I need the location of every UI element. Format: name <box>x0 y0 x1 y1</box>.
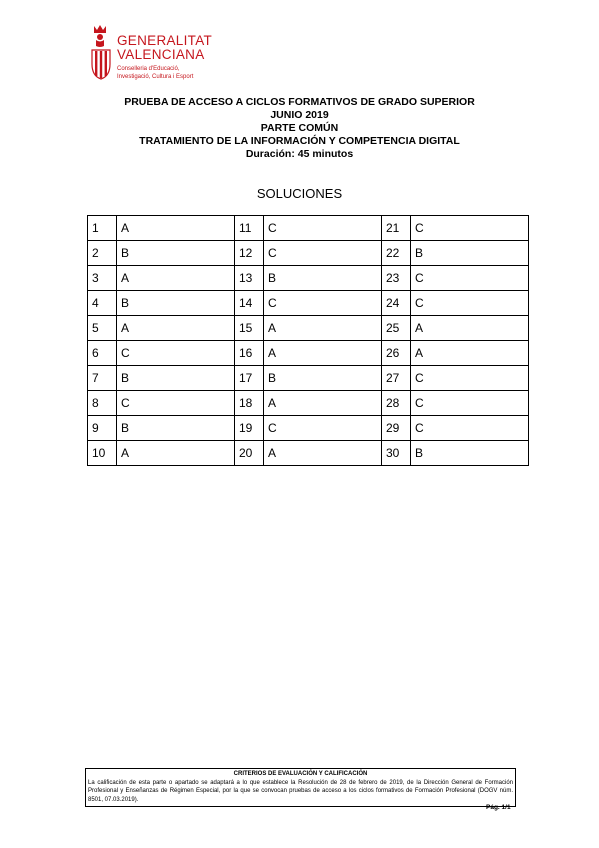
answer-letter: B <box>411 241 529 266</box>
answer-letter: A <box>117 216 235 241</box>
question-number: 12 <box>235 241 264 266</box>
question-number: 28 <box>382 391 411 416</box>
exam-header <box>0 96 599 161</box>
generalitat-logo <box>90 24 220 82</box>
answer-letter: C <box>264 216 382 241</box>
answer-letter: C <box>411 416 529 441</box>
answer-letter: C <box>264 241 382 266</box>
question-number: 20 <box>235 441 264 466</box>
question-number: 17 <box>235 366 264 391</box>
header-line2: JUNIO 2019 <box>270 109 329 121</box>
answer-letter: C <box>411 266 529 291</box>
answer-letter: C <box>264 291 382 316</box>
coat-of-arms-icon <box>90 24 112 80</box>
question-number: 10 <box>88 441 117 466</box>
logo-name-line1: GENERALITAT <box>117 33 213 48</box>
question-number: 3 <box>88 266 117 291</box>
solutions-title: SOLUCIONES <box>256 186 343 201</box>
question-number: 18 <box>235 391 264 416</box>
answer-letter: A <box>117 316 235 341</box>
question-number: 25 <box>382 316 411 341</box>
logo-subtitle <box>117 65 193 81</box>
answer-letter: B <box>264 366 382 391</box>
logo-sub-line2: Investigació, Cultura i Esport <box>117 74 194 80</box>
answer-letter: C <box>411 391 529 416</box>
table-row <box>88 341 529 366</box>
table-row <box>88 416 529 441</box>
question-number: 11 <box>235 216 264 241</box>
question-number: 14 <box>235 291 264 316</box>
question-number: 2 <box>88 241 117 266</box>
question-number: 9 <box>88 416 117 441</box>
header-line5: Duración: 45 minutos <box>245 148 354 160</box>
answer-letter: A <box>264 316 382 341</box>
answer-letter: A <box>117 441 235 466</box>
answer-letter: C <box>117 341 235 366</box>
answers-table-body <box>88 216 529 466</box>
table-row <box>88 366 529 391</box>
header-line1: PRUEBA DE ACCESO A CICLOS FORMATIVOS DE GRADO SUPERIOR <box>124 96 475 108</box>
table-row <box>88 266 529 291</box>
answer-letter: B <box>117 416 235 441</box>
criteria-title: CRITERIOS DE EVALUACIÓN Y CALIFICACIÓN <box>233 771 368 777</box>
answer-letter: B <box>117 241 235 266</box>
question-number: 21 <box>382 216 411 241</box>
question-number: 16 <box>235 341 264 366</box>
criteria-box <box>85 768 516 807</box>
answer-letter: A <box>264 441 382 466</box>
answer-letter: C <box>264 416 382 441</box>
question-number: 8 <box>88 391 117 416</box>
answers-table <box>87 215 529 466</box>
question-number: 13 <box>235 266 264 291</box>
answer-letter: B <box>117 291 235 316</box>
answer-letter: B <box>264 266 382 291</box>
table-row <box>88 441 529 466</box>
answer-letter: A <box>411 341 529 366</box>
answer-letter: A <box>264 341 382 366</box>
answer-letter: C <box>117 391 235 416</box>
answer-letter: C <box>411 366 529 391</box>
question-number: 24 <box>382 291 411 316</box>
question-number: 7 <box>88 366 117 391</box>
question-number: 27 <box>382 366 411 391</box>
table-row <box>88 316 529 341</box>
answer-letter: B <box>411 441 529 466</box>
question-number: 1 <box>88 216 117 241</box>
header-line4: TRATAMIENTO DE LA INFORMACIÓN Y COMPETENCIA DIGITAL <box>139 135 460 147</box>
answer-letter: C <box>411 291 529 316</box>
table-row <box>88 291 529 316</box>
answer-letter: A <box>117 266 235 291</box>
logo-sub-line1: Conselleria d'Educació, <box>117 66 180 72</box>
criteria-text: La calificación de esta parte o apartado se adaptará a lo que establece la Resolución de 28 de febrero de 2019, de la Dirección General de Formación Profesional y Enseñanzas de Régimen Especial, por la que se convocan pruebas de acceso a los ciclos formativos de Formación Profesional (DOGV núm. 8501, 07.03.2019). <box>88 779 513 803</box>
question-number: 30 <box>382 441 411 466</box>
answer-letter: A <box>264 391 382 416</box>
question-number: 6 <box>88 341 117 366</box>
table-row <box>88 216 529 241</box>
question-number: 29 <box>382 416 411 441</box>
question-number: 15 <box>235 316 264 341</box>
header-line3: PARTE COMÚN <box>260 122 339 134</box>
answer-letter: A <box>411 316 529 341</box>
logo-name <box>117 34 212 62</box>
question-number: 4 <box>88 291 117 316</box>
page-number: Pág. 1/1 <box>486 804 511 811</box>
question-number: 22 <box>382 241 411 266</box>
question-number: 26 <box>382 341 411 366</box>
question-number: 5 <box>88 316 117 341</box>
question-number: 19 <box>235 416 264 441</box>
answer-letter: B <box>117 366 235 391</box>
question-number: 23 <box>382 266 411 291</box>
table-row <box>88 241 529 266</box>
answer-letter: C <box>411 216 529 241</box>
logo-name-line2: VALENCIANA <box>117 47 205 62</box>
table-row <box>88 391 529 416</box>
